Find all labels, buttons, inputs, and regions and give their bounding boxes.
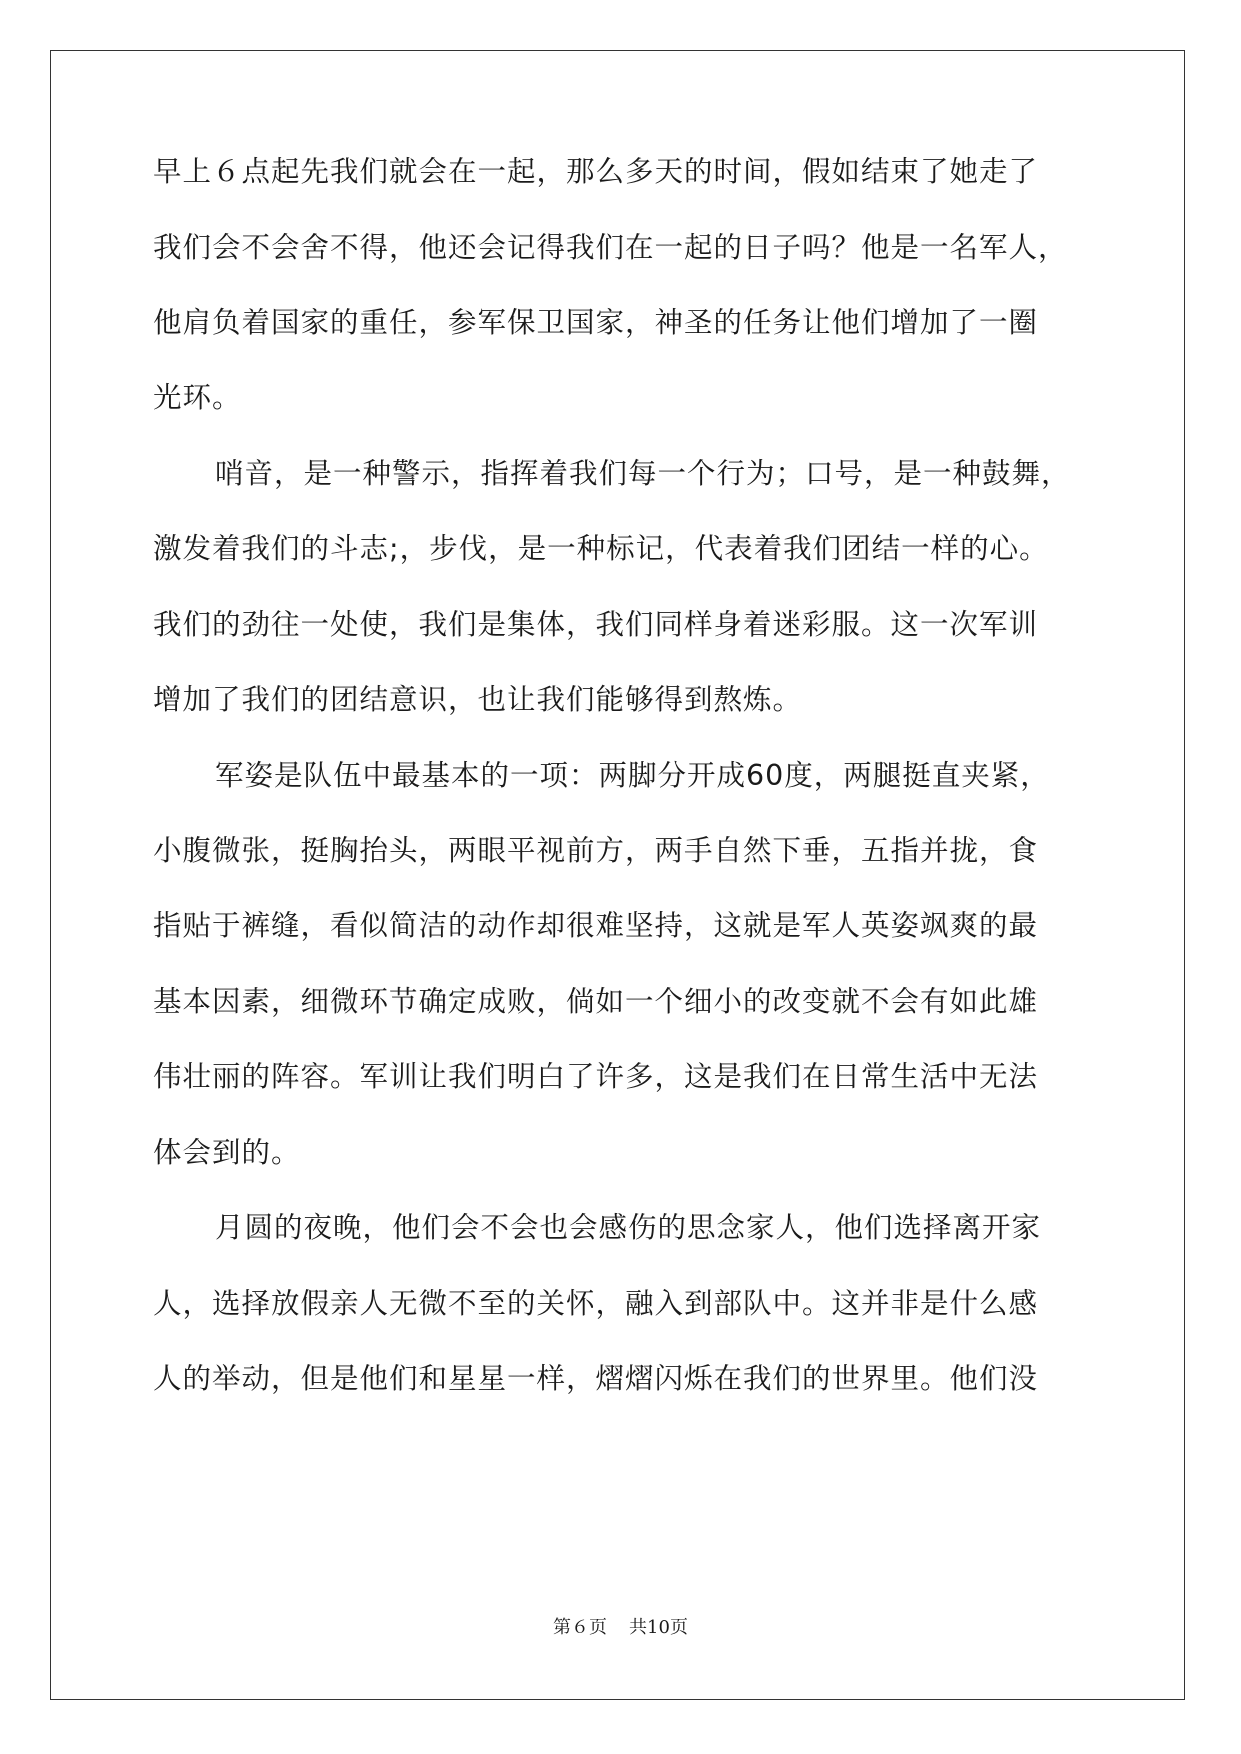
paragraph-first-line: 月圆的夜晚，他们会不会也会感伤的思念家人，他们选择离开家 <box>215 1211 1042 1244</box>
text-line: 人的举动，但是他们和星星一样，熠熠闪烁在我们的世界里。他们没 <box>153 1362 1039 1395</box>
text-line: 小腹微张，挺胸抬头，两眼平视前方，两手自然下垂，五指并拢，食 <box>153 834 1039 867</box>
text-line: 激发着我们的斗志;，步伐，是一种标记，代表着我们团结一样的心。 <box>153 532 1049 565</box>
text-line: 光环。 <box>153 381 242 414</box>
text-line: 伟壮丽的阵容。军训让我们明白了许多，这是我们在日常生活中无法 <box>153 1060 1039 1093</box>
text-line: 我们会不会舍不得，他还会记得我们在一起的日子吗？他是一名军人， <box>153 231 1068 264</box>
text-line: 指贴于裤缝，看似简洁的动作却很难坚持，这就是军人英姿飒爽的最 <box>153 909 1039 942</box>
text-line: 体会到的。 <box>153 1136 301 1169</box>
text-line: 增加了我们的团结意识，也让我们能够得到熬炼。 <box>153 683 803 716</box>
text-line: 我们的劲往一处使，我们是集体，我们同样身着迷彩服。这一次军训 <box>153 608 1039 641</box>
paragraph-first-line: 哨音，是一种警示，指挥着我们每一个行为；口号，是一种鼓舞， <box>215 457 1071 490</box>
page-footer <box>0 1616 1241 1640</box>
text-line: 人，选择放假亲人无微不至的关怀，融入到部队中。这并非是什么感 <box>153 1287 1039 1320</box>
page-total: 共10页 <box>629 1617 688 1638</box>
page-number: 第６页 <box>553 1617 608 1638</box>
text-line: 早上６点起先我们就会在一起，那么多天的时间，假如结束了她走了 <box>153 155 1039 188</box>
page-border <box>50 50 1185 1700</box>
text-line: 他肩负着国家的重任，参军保卫国家，神圣的任务让他们增加了一圈 <box>153 306 1039 339</box>
text-line: 基本因素，细微环节确定成败，倘如一个细小的改变就不会有如此雄 <box>153 985 1039 1018</box>
paragraph-first-line: 军姿是队伍中最基本的一项：两脚分开成60度，两腿挺直夹紧， <box>215 759 1050 792</box>
